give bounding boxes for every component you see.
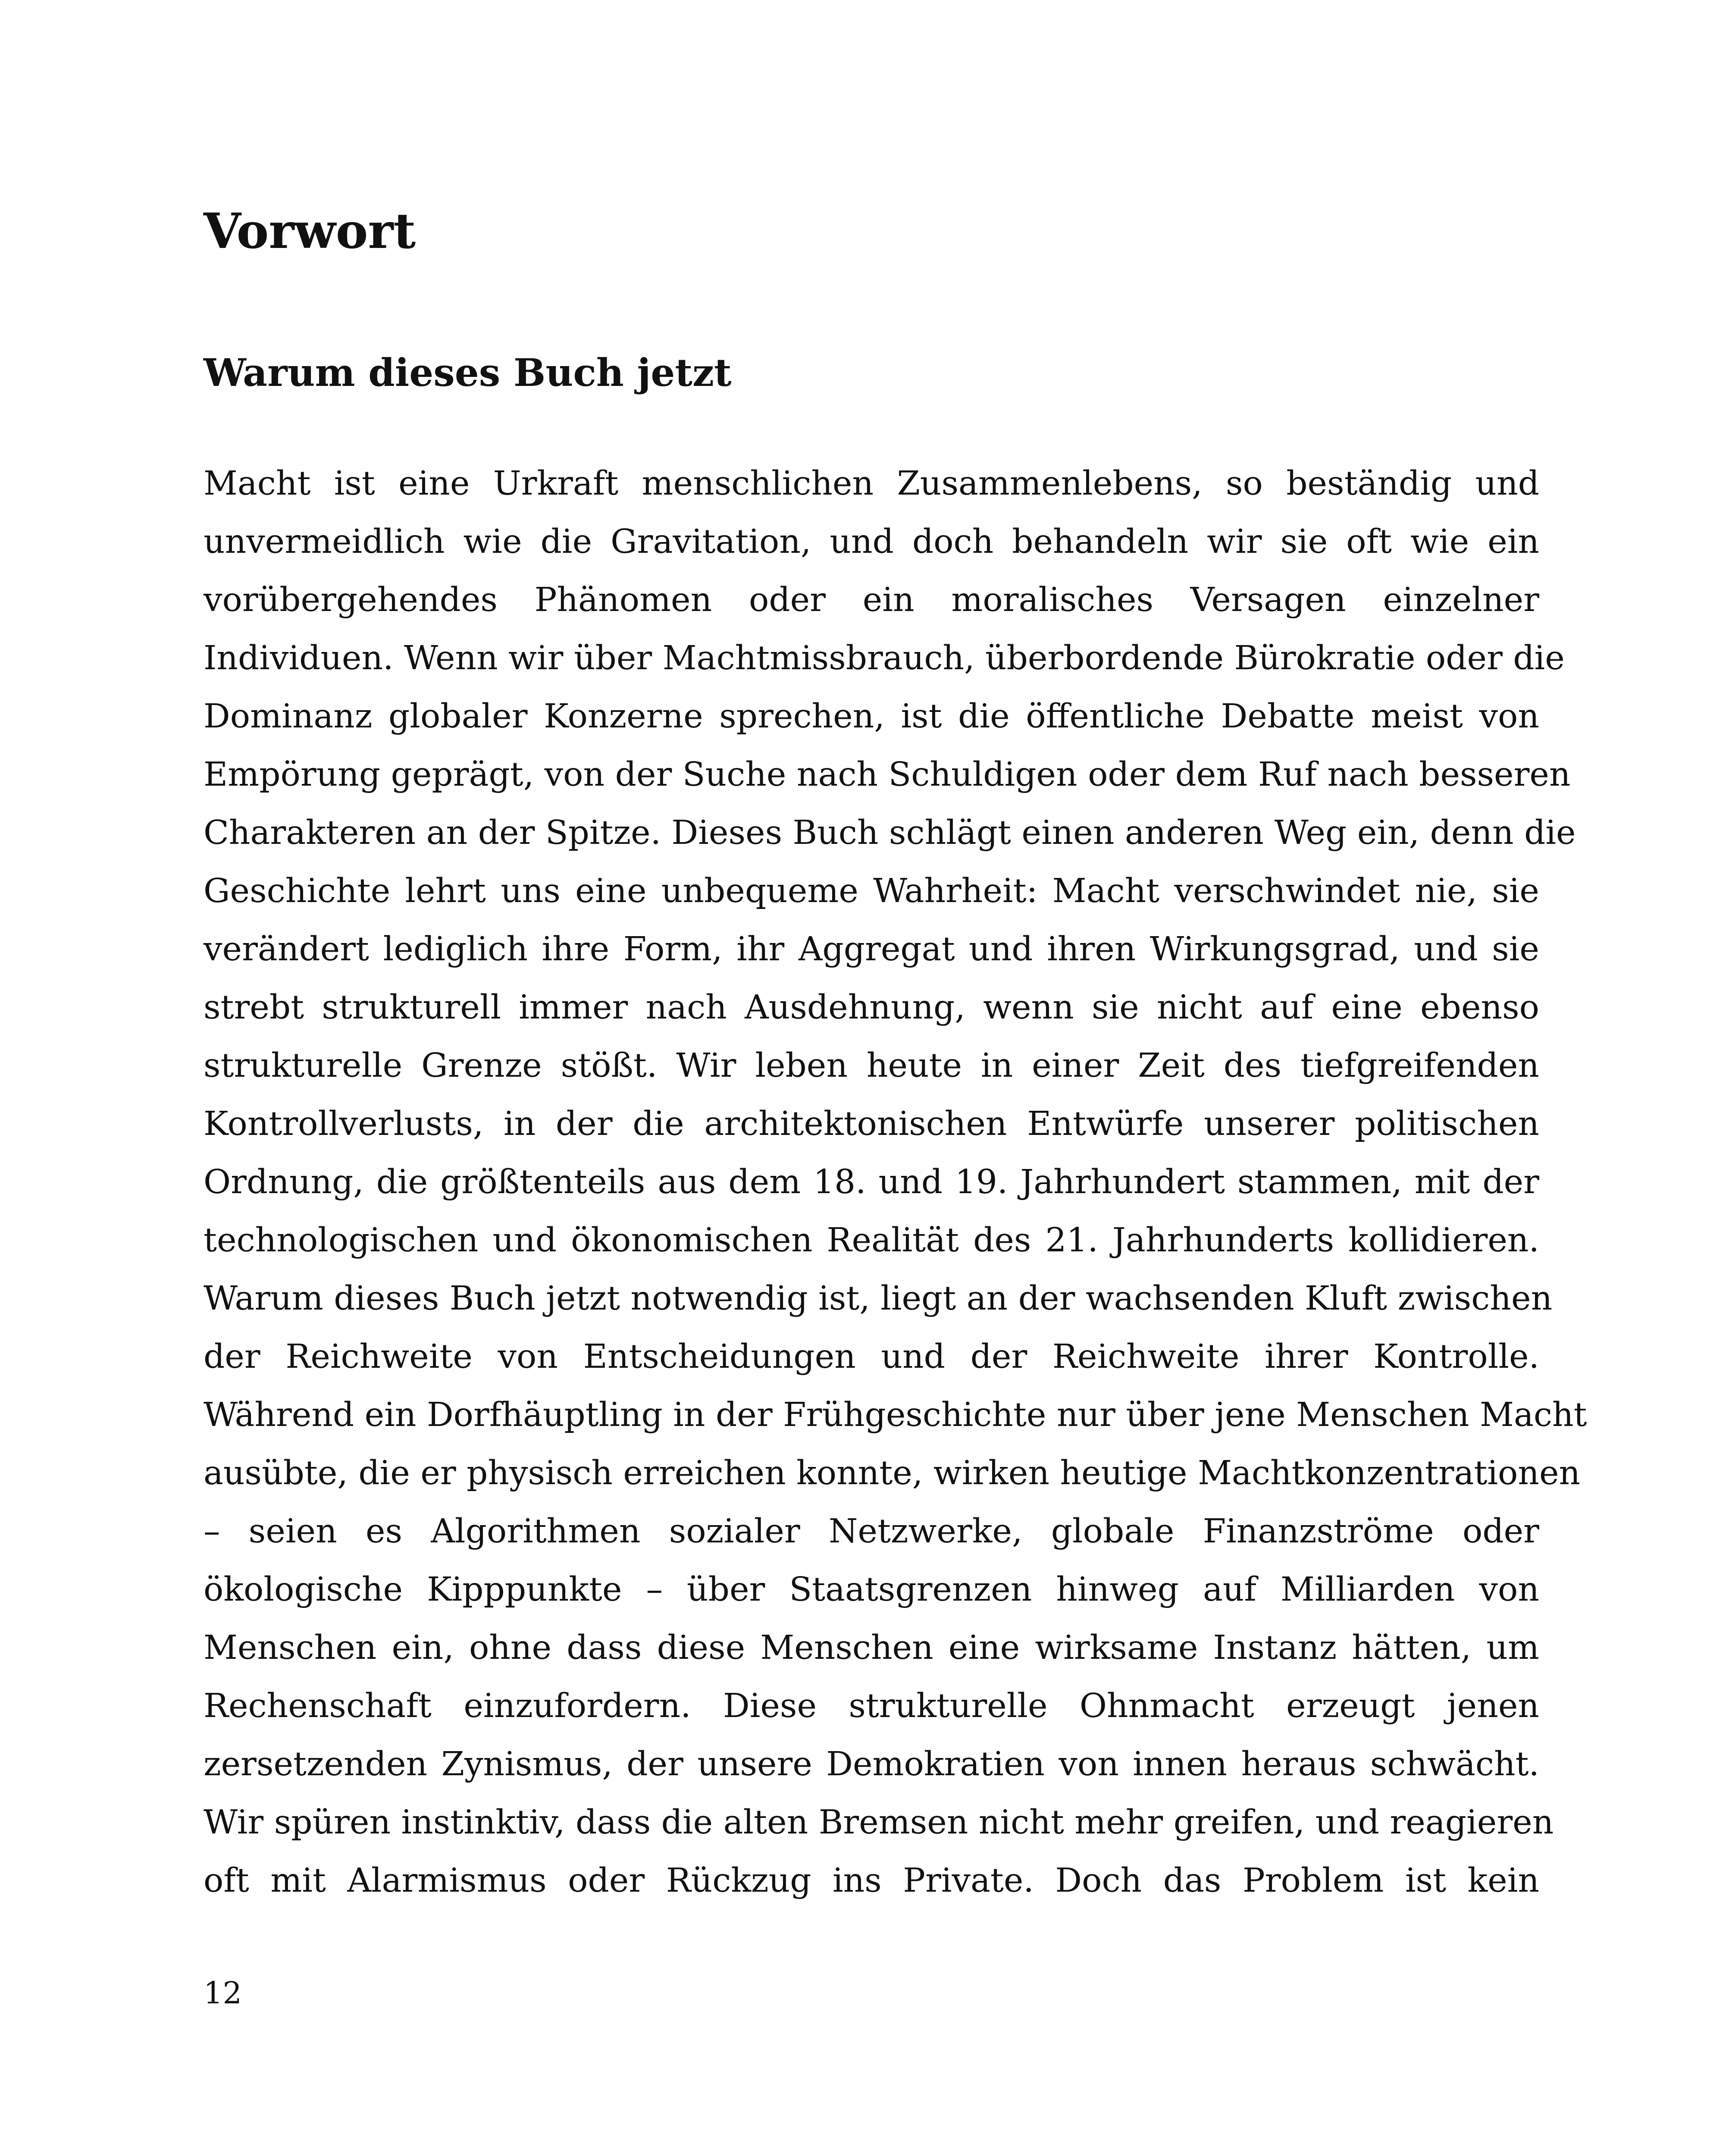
chapter-title: Vorwort <box>204 203 416 260</box>
body-line: verändert lediglich ihre Form, ihr Aggregat und ihren Wirkungsgrad, und sie <box>204 930 1539 968</box>
body-line: Menschen ein, ohne dass diese Menschen eine wirksame Instanz hätten, um <box>204 1629 1539 1667</box>
body-line: Individuen. Wenn wir über Machtmissbrauch, überbordende Bürokratie oder die <box>204 639 1565 677</box>
body-line: Wir spüren instinktiv, dass die alten Bremsen nicht mehr greifen, und reagieren <box>204 1803 1554 1842</box>
body-line: Kontrollverlusts, in der die architektonischen Entwürfe unserer politischen <box>204 1105 1539 1143</box>
body-line: oft mit Alarmismus oder Rückzug ins Private. Doch das Problem ist kein <box>204 1861 1539 1900</box>
body-line: Während ein Dorfhäuptling in der Frühgeschichte nur über jene Menschen Macht <box>204 1396 1587 1434</box>
section-title: Warum dieses Buch jetzt <box>204 350 732 395</box>
body-line: – seien es Algorithmen sozialer Netzwerke, globale Finanzströme oder <box>204 1512 1539 1551</box>
body-line: ausübte, die er physisch erreichen konnte, wirken heutige Machtkonzentrationen <box>204 1454 1581 1492</box>
body-line: strukturelle Grenze stößt. Wir leben heute in einer Zeit des tiefgreifenden <box>204 1047 1539 1085</box>
page-number: 12 <box>204 1975 242 2011</box>
body-line: der Reichweite von Entscheidungen und der Reichweite ihrer Kontrolle. <box>204 1338 1539 1376</box>
body-line: strebt strukturell immer nach Ausdehnung, wenn sie nicht auf eine ebenso <box>204 988 1539 1027</box>
body-line: Empörung geprägt, von der Suche nach Schuldigen oder dem Ruf nach besseren <box>204 755 1571 794</box>
body-line: unvermeidlich wie die Gravitation, und doch behandeln wir sie oft wie ein <box>204 523 1539 561</box>
body-line: Macht ist eine Urkraft menschlichen Zusammenlebens, so beständig und <box>204 464 1539 503</box>
body-line: ökologische Kipppunkte – über Staatsgrenzen hinweg auf Milliarden von <box>204 1570 1539 1609</box>
body-text <box>204 454 1587 1910</box>
body-line: zersetzenden Zynismus, der unsere Demokratien von innen heraus schwächt. <box>204 1745 1539 1783</box>
body-line: technologischen und ökonomischen Realität des 21. Jahrhunderts kollidieren. <box>204 1221 1539 1260</box>
body-line: Ordnung, die größtenteils aus dem 18. und 19. Jahrhundert stammen, mit der <box>204 1163 1539 1201</box>
body-line: Geschichte lehrt uns eine unbequeme Wahrheit: Macht verschwindet nie, sie <box>204 872 1539 910</box>
body-line: Warum dieses Buch jetzt notwendig ist, liegt an der wachsenden Kluft zwischen <box>204 1279 1553 1318</box>
body-line: Charakteren an der Spitze. Dieses Buch schlägt einen anderen Weg ein, denn die <box>204 814 1576 852</box>
body-line: Dominanz globaler Konzerne sprechen, ist die öffentliche Debatte meist von <box>204 697 1539 736</box>
body-line: Rechenschaft einzufordern. Diese strukturelle Ohnmacht erzeugt jenen <box>204 1687 1539 1725</box>
body-line: vorübergehendes Phänomen oder ein moralisches Versagen einzelner <box>204 581 1539 619</box>
